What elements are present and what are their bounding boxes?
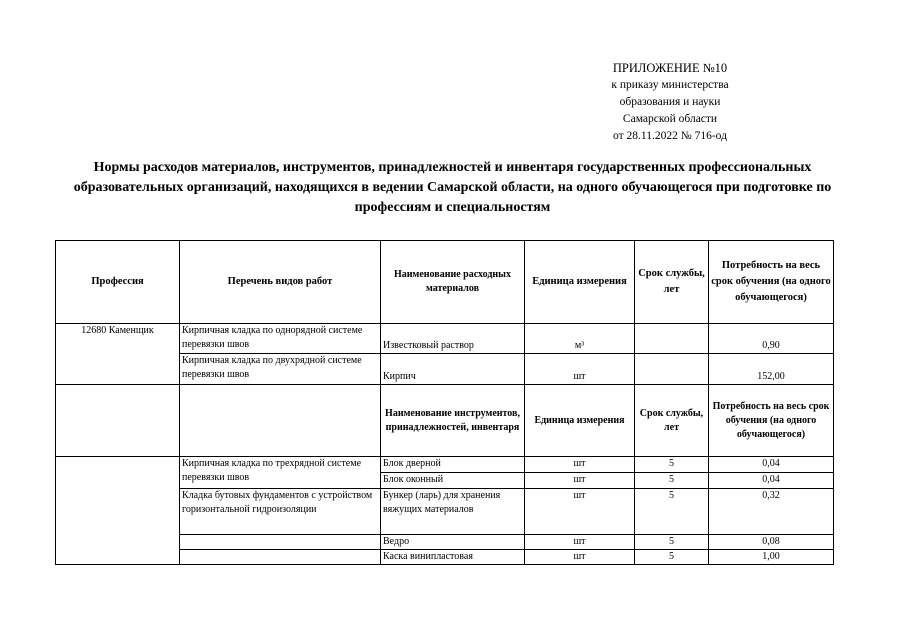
unit-cell: шт [525,457,635,473]
subheader-term: Срок службы, лет [635,385,709,457]
appendix-line-3: Самарской области [622,113,718,125]
appendix-title: ПРИЛОЖЕНИЕ №10 [612,61,728,75]
appendix-line-2: образования и науки [619,96,721,108]
need-cell: 152,00 [709,354,834,385]
work-cell: Кирпичная кладка по двухрядной системе перевязки швов [180,354,381,385]
term-cell: 5 [635,550,709,565]
profession-cell: 12680 Каменщик [56,324,180,385]
appendix-line-4: от 28.11.2022 № 716-од [613,130,727,142]
appendix-block [560,60,780,145]
norms-table [55,240,834,565]
header-unit: Единица измерения [525,241,635,324]
work-cell: Кирпичная кладка по трехрядной системе перевязки швов [180,457,381,489]
work-cell [180,550,381,565]
table-header-row [56,241,834,324]
table-subheader-row [56,385,834,457]
work-cell: Кладка бутовых фундаментов с устройством горизонтальной гидроизоляции [180,489,381,535]
header-profession: Профессия [56,241,180,324]
need-cell: 0,08 [709,535,834,550]
tool-cell: Блок дверной [381,457,525,473]
empty-cell [180,385,381,457]
term-cell: 5 [635,489,709,535]
term-cell: 5 [635,535,709,550]
tool-cell: Блок оконный [381,473,525,489]
need-cell: 0,04 [709,473,834,489]
unit-cell: шт [525,473,635,489]
tool-cell: Ведро [381,535,525,550]
work-cell [180,535,381,550]
header-materials: Наименование расходных материалов [381,241,525,324]
unit-cell: шт [525,535,635,550]
work-cell: Кирпичная кладка по однорядной системе перевязки швов [180,324,381,354]
unit-cell: шт [525,550,635,565]
subheader-need: Потребность на весь срок обучения (на одного обучающегося) [709,385,834,457]
empty-cell [56,385,180,457]
term-cell: 5 [635,457,709,473]
header-need: Потребность на весь срок обучения (на одного обучающегося) [709,241,834,324]
material-cell: Кирпич [381,354,525,385]
tool-cell: Каска винипластовая [381,550,525,565]
unit-cell: шт [525,354,635,385]
header-term: Срок службы, лет [635,241,709,324]
appendix-line-1: к приказу министерства [611,79,729,91]
unit-cell: шт [525,489,635,535]
term-cell: 5 [635,473,709,489]
need-cell: 1,00 [709,550,834,565]
subheader-tools: Наименование инструментов, принадлежностей, инвентаря [381,385,525,457]
profession-spacer [56,457,180,565]
need-cell: 0,04 [709,457,834,473]
unit-cell: м³ [525,324,635,354]
table-row [56,457,834,473]
subheader-unit: Единица измерения [525,385,635,457]
document-title: Нормы расходов материалов, инструментов, принадлежностей и инвентаря государственных профессиональных образовательных организаций, находящихся в ведении Самарской области, на одного обучающегося при подготовке по профессиям и специальностям [73,160,832,215]
header-works: Перечень видов работ [180,241,381,324]
term-cell [635,354,709,385]
need-cell: 0,90 [709,324,834,354]
tool-cell: Бункер (ларь) для хранения вяжущих материалов [381,489,525,535]
material-cell: Известковый раствор [381,324,525,354]
table-row [56,324,834,354]
term-cell [635,324,709,354]
need-cell: 0,32 [709,489,834,535]
